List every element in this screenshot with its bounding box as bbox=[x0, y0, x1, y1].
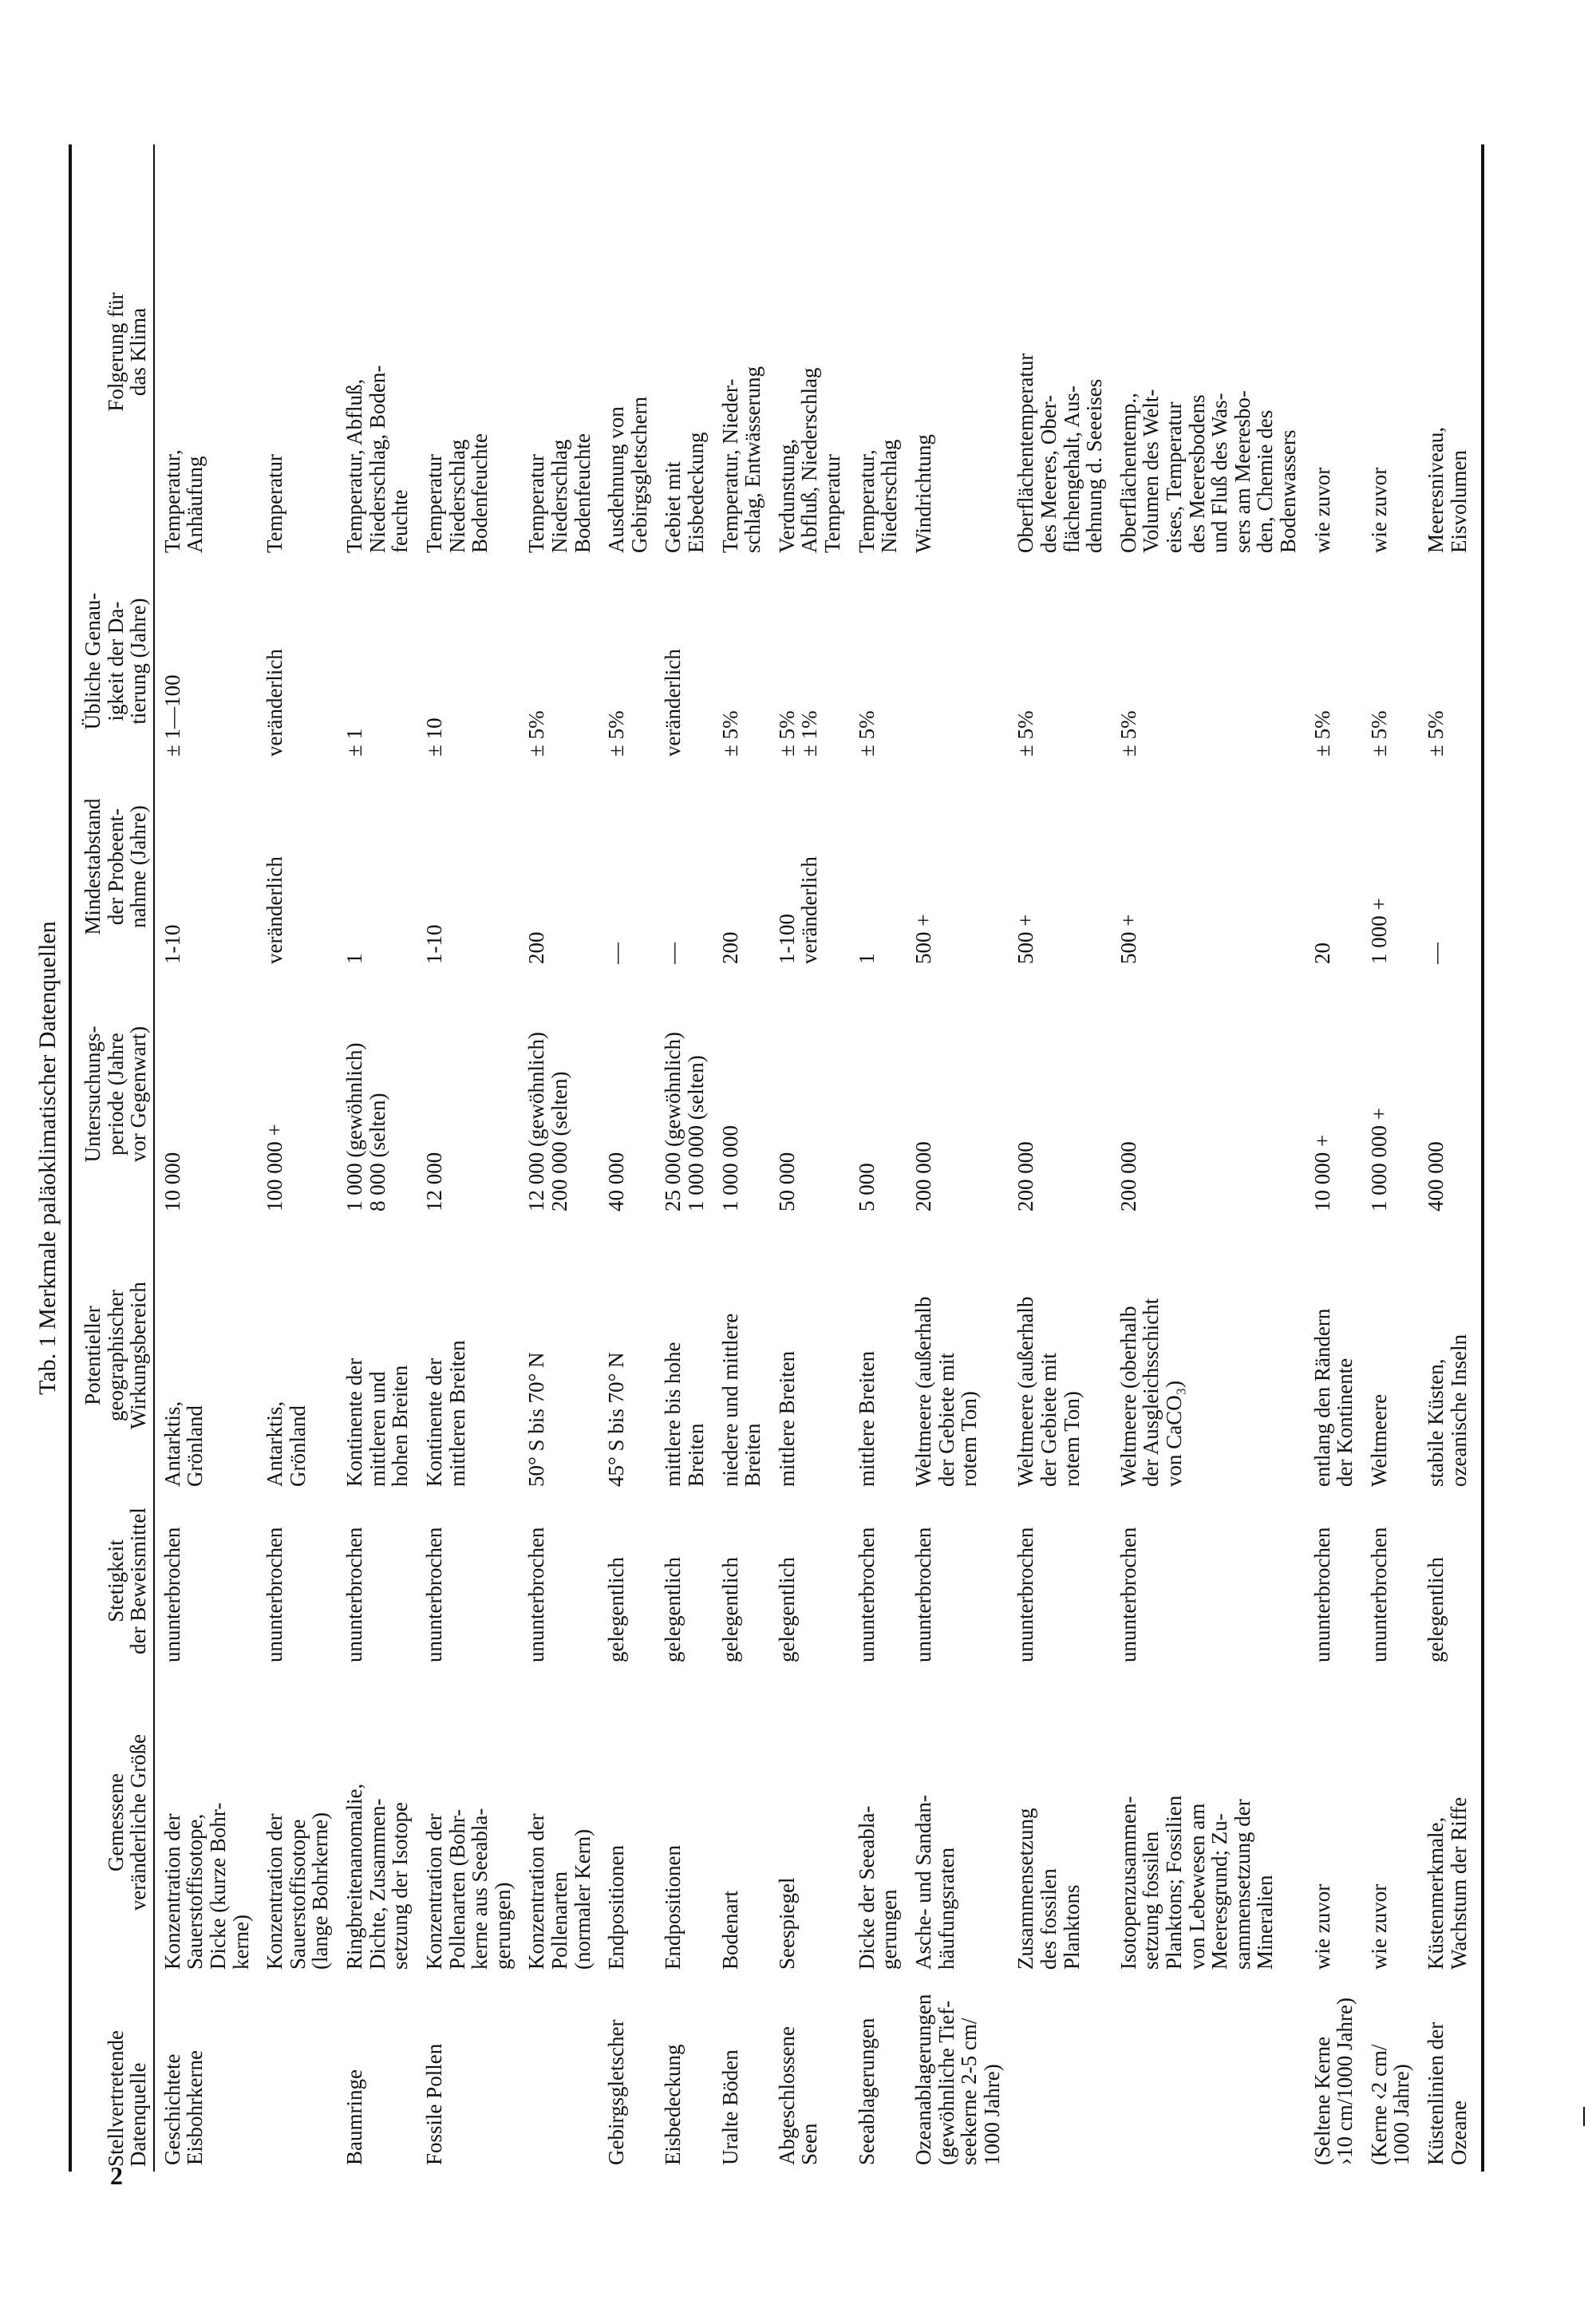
cell-datenquelle: Gebirgsgletscher bbox=[604, 2019, 629, 2165]
cell-groesse: Asche- und Sandan- häufungsraten bbox=[911, 1795, 958, 1970]
cell-wirkungsbereich: stabile Küsten, ozeanische Inseln bbox=[1418, 1218, 1483, 1493]
cell-untersuchungsperiode: 100 000 + bbox=[263, 1124, 287, 1211]
cell-folgerung: Meeresniveau, Eisvolumen bbox=[1418, 144, 1483, 559]
cell-groesse: Küstenmerkmale, Wachstum der Riffe bbox=[1418, 1669, 1483, 1976]
cell-mindestabstand: — bbox=[604, 943, 629, 964]
cell-stetigkeit: ununterbrochen bbox=[421, 1527, 446, 1662]
cell-untersuchungsperiode: 200 000 bbox=[911, 1141, 935, 1211]
header-row bbox=[70, 144, 154, 2172]
table-row bbox=[257, 144, 337, 2172]
table-row bbox=[519, 144, 598, 2172]
cell-folgerung: Gebiet mit Eisbedeckung bbox=[661, 432, 709, 553]
cell-folgerung: Ausdehnung von Gebirgsgletschern bbox=[604, 397, 651, 553]
rotated-table-block bbox=[32, 128, 1564, 2188]
cell-datenquelle bbox=[257, 1976, 337, 2172]
cell-untersuchungsperiode: 400 000 bbox=[1418, 970, 1483, 1218]
cell-stetigkeit: gelegentlich bbox=[604, 1557, 629, 1662]
cell-genauigkeit: ± 5% bbox=[1418, 559, 1483, 763]
cell-wirkungsbereich: Kontinente der mittleren und hohen Breiten bbox=[342, 1358, 413, 1487]
cell-folgerung: Oberflächentemp., Volumen des Welt- eises, Temperatur des Meeresbodens und Fluß des Was- sers am Meeresbo- den, Chemie des Bodenwassers bbox=[1116, 389, 1301, 553]
cell-groesse: Bodenart bbox=[717, 1891, 742, 1970]
cell-wirkungsbereich: mittlere Breiten bbox=[854, 1350, 879, 1487]
cell-folgerung: Temperatur, Abfluß, Niederschlag, Boden- feuchte bbox=[342, 365, 413, 553]
cell-stetigkeit: gelegentlich bbox=[661, 1557, 685, 1662]
cell-stetigkeit: gelegentlich bbox=[717, 1557, 742, 1662]
cell-untersuchungsperiode: 1 000 (gewöhnlich) 8 000 (selten) bbox=[342, 1042, 389, 1211]
cell-untersuchungsperiode: 12 000 (gewöhnlich) 200 000 (selten) bbox=[524, 1032, 571, 1211]
cell-folgerung: Verdunstung, Abfluß, Niederschlag Temperatur bbox=[774, 367, 845, 553]
table-row bbox=[1305, 144, 1361, 2172]
cell-untersuchungsperiode: 200 000 bbox=[1116, 1141, 1140, 1211]
cell-groesse: Konzentration der Pollenarten (Bohr- kerne aus Seeabla- gerungen) bbox=[421, 1808, 515, 1970]
table-row bbox=[1418, 144, 1483, 2172]
cell-groesse: wie zuvor bbox=[1310, 1883, 1334, 1970]
cell-stetigkeit: gelegentlich bbox=[774, 1557, 799, 1662]
cell-groesse: Konzentration der Sauerstoffisotope (lange Bohrkerne) bbox=[263, 1812, 333, 1970]
cell-stetigkeit: ununterbrochen bbox=[263, 1527, 287, 1662]
cell-datenquelle: Fossile Pollen bbox=[421, 2043, 446, 2165]
col-header-folgerung: Folgerung für das Klima bbox=[70, 144, 154, 559]
cell-datenquelle: Baumringe bbox=[342, 2069, 367, 2165]
cell-mindestabstand: 20 bbox=[1310, 943, 1334, 964]
cell-genauigkeit: veränderlich bbox=[661, 649, 685, 757]
cell-mindestabstand: 500 + bbox=[1116, 914, 1140, 964]
cell-mindestabstand: 1 bbox=[342, 953, 367, 964]
cell-wirkungsbereich: 50° S bis 70° N bbox=[524, 1352, 549, 1487]
cell-untersuchungsperiode: 200 000 bbox=[1013, 1141, 1038, 1211]
table-row bbox=[1361, 144, 1418, 2172]
cell-folgerung: Temperatur bbox=[263, 453, 287, 553]
cell-mindestabstand: 200 bbox=[524, 931, 549, 964]
table-row bbox=[655, 144, 712, 2172]
table-row bbox=[598, 144, 655, 2172]
cell-groesse: Dicke der Seeabla- gerungen bbox=[854, 1805, 902, 1970]
cell-datenquelle: Ozeanablagerungen (gewöhnliche Tief- seekerne 2-5 cm/ 1000 Jahre) bbox=[911, 1994, 1004, 2165]
cell-untersuchungsperiode: 10 000 + bbox=[1310, 1134, 1334, 1211]
table-row bbox=[1111, 144, 1305, 2172]
cell-datenquelle bbox=[1111, 1976, 1305, 2172]
cell-datenquelle: (Seltene Kerne ›10 cm/1000 Jahre) bbox=[1310, 1998, 1357, 2165]
cell-groesse: Endpositionen bbox=[661, 1845, 685, 1970]
cell-mindestabstand: 200 bbox=[717, 931, 742, 964]
cell-datenquelle: Abgeschlossene Seen bbox=[774, 2026, 822, 2165]
table-row bbox=[417, 144, 519, 2172]
cell-genauigkeit: ± 5% bbox=[854, 710, 879, 757]
cell-groesse: Endpositionen bbox=[604, 1845, 629, 1970]
col-header-genauigkeit: Übliche Genau- igkeit der Da- tierung (Jahre) bbox=[70, 559, 154, 763]
cell-wirkungsbereich: Weltmeere (oberhalb der Ausgleichsschicht von CaCO₃) bbox=[1116, 1298, 1186, 1487]
page-number: 2 bbox=[110, 2161, 123, 2190]
cell-folgerung: Oberflächentemperatur des Meeres, Ober- flächengehalt, Aus- dehnung d. Seeeises bbox=[1013, 353, 1107, 553]
cell-genauigkeit: veränderlich bbox=[263, 649, 287, 757]
cell-untersuchungsperiode: 40 000 bbox=[604, 1152, 629, 1211]
table-row bbox=[849, 144, 906, 2172]
cell-mindestabstand: 1 000 + bbox=[1366, 898, 1391, 964]
cell-datenquelle: Küstenlinien der Ozeane bbox=[1418, 1976, 1483, 2172]
cell-folgerung: wie zuvor bbox=[1366, 467, 1391, 553]
cell-folgerung: Temperatur Niederschlag Bodenfeuchte bbox=[421, 433, 492, 553]
cell-datenquelle: Uralte Böden bbox=[717, 2049, 742, 2165]
cell-genauigkeit: ± 5% bbox=[1116, 710, 1140, 757]
cell-folgerung: Temperatur, Anhäufung bbox=[160, 449, 207, 553]
cell-datenquelle: Eisbedeckung bbox=[661, 2044, 685, 2165]
cell-groesse: wie zuvor bbox=[1366, 1883, 1391, 1970]
cell-stetigkeit: ununterbrochen bbox=[1310, 1527, 1334, 1662]
cell-wirkungsbereich: Weltmeere (außerhalb der Gebiete mit rotem Ton) bbox=[911, 1296, 982, 1487]
cell-wirkungsbereich: Weltmeere bbox=[1366, 1393, 1391, 1487]
cell-datenquelle: Seeablagerungen bbox=[854, 2018, 879, 2165]
cell-groesse: Seespiegel bbox=[774, 1877, 799, 1970]
table-body bbox=[154, 144, 1483, 2172]
cell-groesse: Konzentration der Sauerstoffisotope, Dicke (kurze Bohr- kerne) bbox=[160, 1802, 253, 1970]
table-row bbox=[713, 144, 769, 2172]
table-row bbox=[769, 144, 849, 2172]
cell-stetigkeit: ununterbrochen bbox=[911, 1527, 935, 1662]
col-header-wirkungsbereich: Potentieller geographischer Wirkungsbereich bbox=[70, 1218, 154, 1493]
cell-wirkungsbereich: niedere und mittlere Breiten bbox=[717, 1313, 765, 1487]
cell-wirkungsbereich: Kontinente der mittleren Breiten bbox=[421, 1340, 469, 1487]
cell-wirkungsbereich: Antarktis, Grönland bbox=[263, 1401, 310, 1487]
cell-mindestabstand: 1-100 veränderlich bbox=[774, 856, 822, 964]
cell-genauigkeit: ± 5% bbox=[1366, 710, 1391, 757]
table-title: Tab. 1 Merkmale paläoklimatischer Datenquellen bbox=[34, 921, 61, 1395]
cell-genauigkeit: ± 5% bbox=[1013, 710, 1038, 757]
cell-datenquelle: (Kerne ‹2 cm/ 1000 Jahre) bbox=[1366, 2044, 1414, 2165]
cell-mindestabstand: — bbox=[661, 943, 685, 964]
table-row bbox=[1008, 144, 1110, 2172]
cell-untersuchungsperiode: 5 000 bbox=[854, 1163, 879, 1211]
cell-folgerung: Temperatur, Nieder- schlag, Entwässerung bbox=[717, 366, 765, 553]
cell-genauigkeit: ± 5% bbox=[1310, 710, 1334, 757]
col-header-groesse: Gemessene veränderliche Größe bbox=[70, 1669, 154, 1976]
cell-untersuchungsperiode: 1 000 000 bbox=[717, 1125, 742, 1211]
cell-stetigkeit: ununterbrochen bbox=[524, 1527, 549, 1662]
cell-groesse: Isotopenzusammen- setzung fossilen Planktons; Fossilien von Lebewesen am Meeresgrund; Zu- sammensetzung der Mineralien bbox=[1116, 1795, 1278, 1970]
cell-untersuchungsperiode: 50 000 bbox=[774, 1152, 799, 1211]
cell-mindestabstand: veränderlich bbox=[263, 856, 287, 964]
cell-stetigkeit: ununterbrochen bbox=[854, 1527, 879, 1662]
col-header-datenquelle: Stellvertretende Datenquelle bbox=[70, 1976, 154, 2172]
cell-genauigkeit: ± 1—100 bbox=[160, 674, 184, 757]
col-header-untersuchungsperiode: Untersuchungs- periode (Jahre vor Gegenwart) bbox=[70, 970, 154, 1218]
cell-folgerung: Temperatur, Niederschlag bbox=[854, 439, 902, 553]
cell-folgerung: Temperatur Niederschlag Bodenfeuchte bbox=[524, 433, 595, 553]
table-row bbox=[906, 144, 1008, 2172]
cell-groesse: Ringbreitenanomalie, Dichte, Zusammen- setzung der Isotope bbox=[342, 1783, 413, 1970]
cell-genauigkeit: ± 5% bbox=[717, 710, 742, 757]
cell-folgerung: Windrichtung bbox=[911, 434, 935, 553]
paleoclimate-table bbox=[69, 144, 1484, 2172]
cell-stetigkeit: gelegentlich bbox=[1418, 1493, 1483, 1669]
cell-stetigkeit: ununterbrochen bbox=[1366, 1527, 1391, 1662]
cell-mindestabstand: 1 bbox=[854, 953, 879, 964]
cell-datenquelle bbox=[519, 1976, 598, 2172]
cell-wirkungsbereich: Weltmeere (außerhalb der Gebiete mit rotem Ton) bbox=[1013, 1296, 1084, 1487]
cell-stetigkeit: ununterbrochen bbox=[1116, 1527, 1140, 1662]
cell-untersuchungsperiode: 1 000 000 + bbox=[1366, 1108, 1391, 1211]
table-row bbox=[154, 144, 257, 2172]
col-header-mindestabstand: Mindestabstand der Probeent- nahme (Jahre) bbox=[70, 763, 154, 970]
cell-genauigkeit: ± 5% ± 1% bbox=[774, 710, 822, 757]
cell-datenquelle bbox=[1008, 1976, 1110, 2172]
cell-mindestabstand: 1-10 bbox=[421, 924, 446, 964]
cell-datenquelle: Geschichtete Eisbohrkerne bbox=[160, 2050, 207, 2165]
cell-groesse: Konzentration der Pollenarten (normaler Kern) bbox=[524, 1813, 595, 1970]
cell-wirkungsbereich: Antarktis, Grönland bbox=[160, 1401, 207, 1487]
cell-mindestabstand: 500 + bbox=[911, 914, 935, 964]
cell-untersuchungsperiode: 10 000 bbox=[160, 1152, 184, 1211]
cell-genauigkeit: ± 5% bbox=[604, 710, 629, 757]
cell-folgerung: wie zuvor bbox=[1310, 467, 1334, 553]
cell-mindestabstand: 500 + bbox=[1013, 914, 1038, 964]
cell-untersuchungsperiode: 25 000 (gewöhnlich) 1 000 000 (selten) bbox=[661, 1032, 709, 1211]
edge-mark bbox=[1583, 2107, 1585, 2126]
cell-genauigkeit: ± 10 bbox=[421, 717, 446, 757]
cell-wirkungsbereich: 45° S bis 70° N bbox=[604, 1352, 629, 1487]
cell-mindestabstand: — bbox=[1418, 763, 1483, 970]
cell-stetigkeit: ununterbrochen bbox=[342, 1527, 367, 1662]
cell-untersuchungsperiode: 12 000 bbox=[421, 1152, 446, 1211]
cell-genauigkeit bbox=[906, 559, 1008, 763]
cell-genauigkeit: ± 1 bbox=[342, 728, 367, 757]
cell-stetigkeit: ununterbrochen bbox=[160, 1527, 184, 1662]
cell-wirkungsbereich: mittlere Breiten bbox=[774, 1350, 799, 1487]
col-header-stetigkeit: Stetigkeit der Beweismittel bbox=[70, 1493, 154, 1669]
cell-wirkungsbereich: entlang den Rändern der Kontinente bbox=[1310, 1308, 1357, 1487]
table-row bbox=[337, 144, 417, 2172]
cell-mindestabstand: 1-10 bbox=[160, 924, 184, 964]
cell-genauigkeit: ± 5% bbox=[524, 710, 549, 757]
cell-wirkungsbereich: mittlere bis hohe Breiten bbox=[661, 1342, 709, 1487]
cell-groesse: Zusammensetzung des fossilen Planktons bbox=[1013, 1808, 1084, 1970]
cell-stetigkeit: ununterbrochen bbox=[1013, 1527, 1038, 1662]
